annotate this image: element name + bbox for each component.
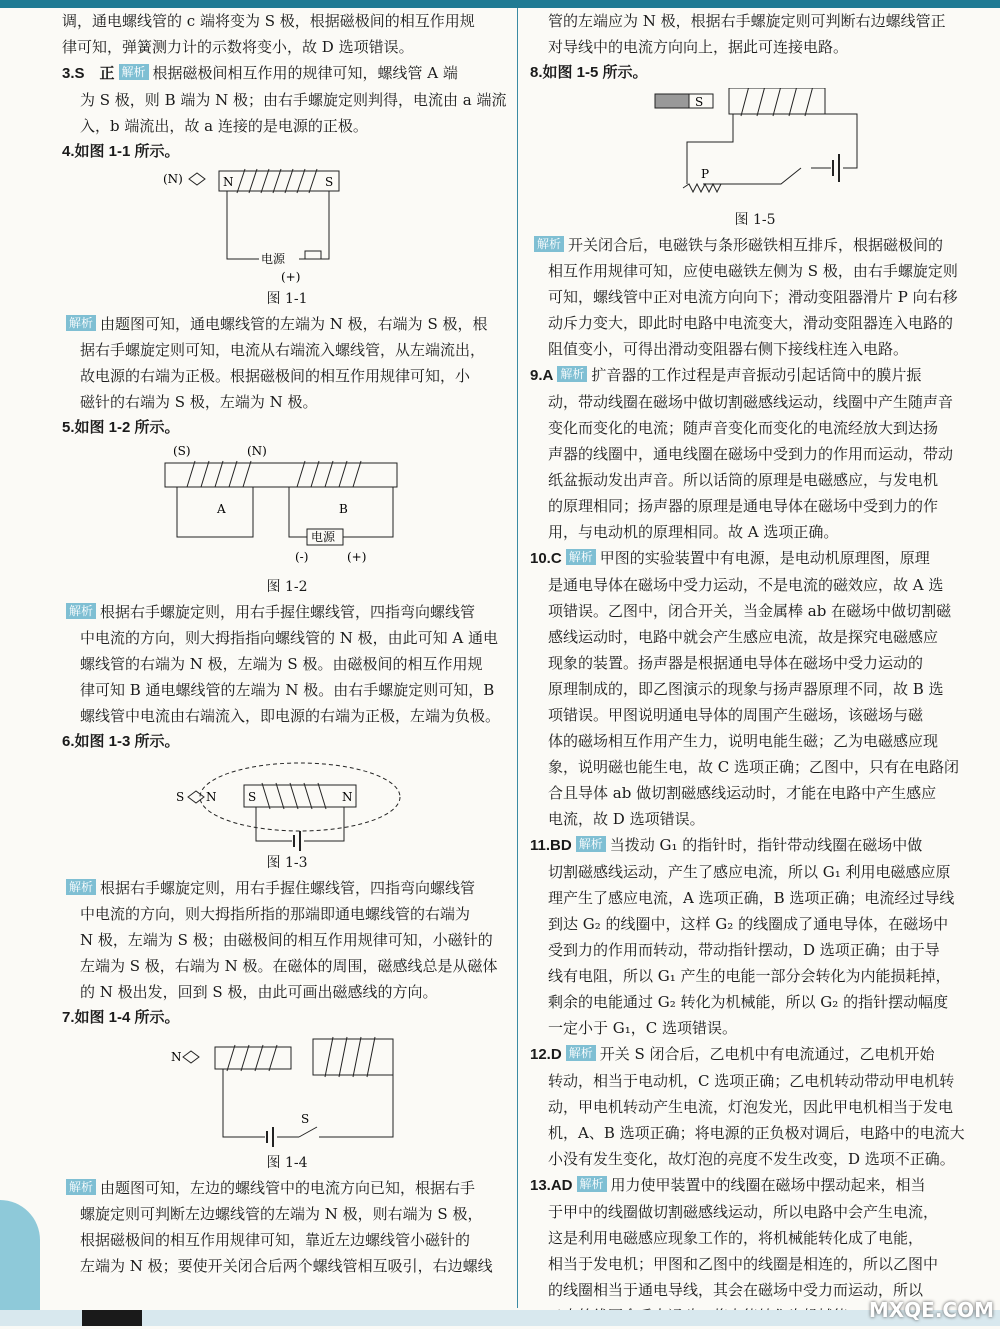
figure-caption: 图 1-1 xyxy=(266,291,308,307)
figure-1-2 xyxy=(62,443,512,575)
text-line: 受到力的作用而转动，带动指针摆动，D 选项正确；由于导 xyxy=(548,941,940,959)
compass-label-n: N xyxy=(171,1050,182,1064)
top-bar xyxy=(0,0,1000,8)
left-column xyxy=(62,8,512,1279)
text-span: 甲图的实验装置中有电源，是电动机原理图，原理 xyxy=(599,549,930,567)
text-span: 当拨动 G₁ 的指针时，指针带动线圈在磁场中做 xyxy=(609,836,923,854)
text-line: 原理制成的，即乙图演示的现象与扬声器原理不同，故 B 选 xyxy=(548,680,944,698)
text-line: 对导线中的电流方向向上，据此可连接电路。 xyxy=(548,38,849,56)
answer-number: 10.C xyxy=(530,550,562,567)
text-line: 于甲中的线圈做切割磁感线运动，所以电路中会产生电流， xyxy=(548,1203,939,1221)
answer-number: 13.AD xyxy=(530,1177,573,1194)
text-span: 根据右手螺旋定则，用右手握住螺线管，四指弯向螺线管 xyxy=(100,603,476,621)
bottom-bar xyxy=(0,1310,1000,1326)
polarity-label-plus: (+) xyxy=(347,550,367,564)
text-line: 律可知，弹簧测力计的示数将变小，故 D 选项错误。 xyxy=(62,38,414,56)
text-line: 相互作用规律可知，应使电磁铁左侧为 S 极，由右手螺旋定则 xyxy=(548,262,958,280)
analysis-tag: 解析 xyxy=(576,836,606,852)
question-title: 8.如图 1-5 所示。 xyxy=(530,64,648,81)
q13-line xyxy=(530,1172,980,1199)
analysis-tag: 解析 xyxy=(557,366,587,382)
compass-label: (N) xyxy=(163,172,183,186)
switch-icon xyxy=(299,1127,317,1137)
figure-caption: 图 1-5 xyxy=(734,212,776,228)
text-line: 象，说明磁也能生电，故 C 选项正确；乙图中，只有在电路闭 xyxy=(548,758,960,776)
q6-line xyxy=(62,875,512,901)
compass-label-n: N xyxy=(206,790,217,804)
text-line: 切割磁感线运动，产生了感应电流，所以 G₁ 利用电磁感应原 xyxy=(548,863,951,881)
text-line: 左端为 N 极；要使开关闭合后两个螺线管相互吸引，右边螺线 xyxy=(80,1257,493,1275)
text-line: 理产生了感应电流，A 选项正确，B 选项正确；电流经过导线 xyxy=(548,889,955,907)
text-line: 现象的装置。扬声器是根据通电导体在磁场中受力运动的 xyxy=(548,654,924,672)
text-span: 开关闭合后，电磁铁与条形磁铁相互排斥，根据磁极间的 xyxy=(568,236,944,254)
rheostat-icon xyxy=(683,184,721,192)
circuit-diagram-1-3 xyxy=(172,757,402,851)
compass-needle-icon xyxy=(183,1051,199,1063)
slider-label-p: P xyxy=(701,167,710,181)
text-line: 螺旋定则可判断左边螺线管的左端为 N 极，则右端为 S 极， xyxy=(80,1205,483,1223)
solenoids xyxy=(165,463,397,487)
text-line: 管的左端应为 N 极，根据右手螺旋定则可判断右边螺线管正 xyxy=(548,12,946,30)
text-line: 是通电导体在磁场中受力运动，不是电流的磁效应，故 A 选 xyxy=(548,576,944,594)
circuit-wire xyxy=(223,1069,393,1137)
column-divider xyxy=(517,8,518,1308)
answer-number: 12.D xyxy=(530,1046,562,1063)
answer-number: 11.BD xyxy=(530,837,572,854)
coil-windings xyxy=(227,1045,277,1071)
circuit-diagram-1-4 xyxy=(167,1033,407,1151)
text-line: 机，A、B 选项正确；将电源的正负极对调后，电路中的电流大 xyxy=(548,1124,965,1142)
text-line: 螺线管中电流由右端流入，即电源的右端为正极，左端为负极。 xyxy=(80,707,501,725)
text-line: 的原理相同；扬声器的原理是通电导体在磁场中受到力的作 xyxy=(548,497,939,515)
analysis-tag: 解析 xyxy=(534,236,564,252)
pole-label-s: (S) xyxy=(173,444,191,458)
text-line: 线有电阻，所以 G₁ 产生的电能一部分会转化为内能损耗掉， xyxy=(548,967,951,985)
text-line: 据右手螺旋定则可知，电流从右端流入螺线管，从左端流出， xyxy=(80,341,486,359)
q7-line xyxy=(62,1175,512,1201)
q4-line xyxy=(62,311,512,337)
analysis-tag: 解析 xyxy=(566,1045,596,1061)
circuit-diagram-1-1 xyxy=(157,167,417,287)
text-line: 转动，相当于电动机，C 选项正确；乙电机转动带动甲电机转 xyxy=(548,1072,955,1090)
text-line: 的线圈相当于通电导线，其会在磁场中受力而运动，所以 xyxy=(548,1281,924,1299)
question-title: 7.如图 1-4 所示。 xyxy=(62,1009,180,1026)
analysis-tag: 解析 xyxy=(66,603,96,619)
text-line: 故电源的右端为正极。根据磁极间的相互作用规律可知，小 xyxy=(80,367,471,385)
text-line: 左端为 S 极，右端为 N 极。在磁体的周围，磁感线总是从磁体 xyxy=(80,957,498,975)
text-line: 小没有发生变化，故灯泡的亮度不发生改变，D 选项不正确。 xyxy=(548,1150,955,1168)
answer-number: 9.A xyxy=(530,367,554,384)
text-line: 项错误。甲图说明通电导体的周围产生磁场，该磁场与磁 xyxy=(548,706,924,724)
pole-label-n: N xyxy=(342,790,353,804)
analysis-tag: 解析 xyxy=(577,1176,607,1192)
text-line: N 极，左端为 S 极；由磁极间的相互作用规律可知，小磁针的 xyxy=(80,931,493,949)
circuit-wire xyxy=(177,487,393,537)
polarity-label: (+) xyxy=(281,270,301,284)
coil-windings xyxy=(741,88,813,116)
circuit-wire xyxy=(687,114,857,184)
text-span: 根据右手螺旋定则，用右手握住螺线管，四指弯向螺线管 xyxy=(100,879,476,897)
coil-windings xyxy=(237,169,317,193)
answer-number: 3.S 正 xyxy=(62,65,115,82)
coil-windings xyxy=(187,461,361,487)
page-edge-decoration xyxy=(0,1200,40,1326)
text-line: 剩余的电能通过 G₂ 转化为机械能，所以 G₂ 的指针摆动幅度 xyxy=(548,993,949,1011)
q11-line xyxy=(530,832,980,859)
analysis-tag: 解析 xyxy=(66,879,96,895)
text-line: 磁针的右端为 S 极，左端为 N 极。 xyxy=(80,393,318,411)
text-line: 中电流的方向，则大拇指指向螺线管的 N 极，由此可知 A 通电 xyxy=(80,629,499,647)
text-line: 感线运动时，电路中就会产生感应电流，故是探究电磁感应 xyxy=(548,628,939,646)
solenoid-label-a: A xyxy=(217,502,226,516)
analysis-tag: 解析 xyxy=(66,315,96,331)
q3-line xyxy=(62,60,512,87)
figure-caption: 图 1-3 xyxy=(266,855,308,871)
text-line: 纸盆振动发出声音。所以话筒的原理是电磁感应，与发电机 xyxy=(548,471,939,489)
text-line: 入，b 端流出，故 a 连接的是电源的正极。 xyxy=(80,117,368,135)
figure-1-3 xyxy=(62,757,512,851)
figure-caption: 图 1-2 xyxy=(266,579,308,595)
pole-label-n: (N) xyxy=(247,444,267,458)
switch-label: S xyxy=(301,1112,310,1126)
question-title: 5.如图 1-2 所示。 xyxy=(62,419,180,436)
pole-label-s: S xyxy=(248,790,257,804)
text-line: 动斥力变大，即此时电路中电流变大，滑动变阻器连入电路的 xyxy=(548,314,954,332)
text-span: 用力使甲装置中的线圈在磁场中摆动起来，相当 xyxy=(610,1176,926,1194)
figure-1-1 xyxy=(62,167,512,287)
text-line: 合且导体 ab 做切割磁感线运动时，才能在电路中产生感应 xyxy=(548,784,937,802)
text-line: 中电流的方向，则大拇指所指的那端即通电螺线管的右端为 xyxy=(80,905,471,923)
right-column xyxy=(530,8,980,1329)
text-span: 根据磁极间相互作用的规律可知，螺线管 A 端 xyxy=(152,64,458,82)
battery-icon xyxy=(294,831,300,851)
battery-icon xyxy=(833,154,839,182)
text-line: 为 S 极，则 B 端为 N 极；由右手螺旋定则判得，电流由 a 端流 xyxy=(80,91,507,109)
text-line: 一定小于 G₁，C 选项错误。 xyxy=(548,1019,738,1037)
text-line: 声器的线圈中，通电线圈在磁场中受到力的作用而运动，带动 xyxy=(548,445,954,463)
text-line: 律可知 B 通电螺线管的左端为 N 极。由右手螺旋定则可知，B xyxy=(80,681,495,699)
q8-line xyxy=(530,232,980,258)
pole-label-s: S xyxy=(695,95,704,109)
circuit-diagram-1-2 xyxy=(157,443,417,575)
page-number-block xyxy=(82,1310,142,1326)
text-line: 根据磁极间的相互作用规律可知，靠近左边螺线管小磁针的 xyxy=(80,1231,471,1249)
text-line: 项错误。乙图中，闭合开关，当金属棒 ab 在磁场中做切割磁 xyxy=(548,602,952,620)
question-title: 4.如图 1-1 所示。 xyxy=(62,143,180,160)
text-line: 动，甲电机转动产生电流，灯泡发光，因此甲电机相当于发电 xyxy=(548,1098,954,1116)
figure-1-5 xyxy=(530,88,980,208)
question-title: 6.如图 1-3 所示。 xyxy=(62,733,180,750)
text-line: 阻值变小，可得出滑动变阻器右侧下接线柱连入电路。 xyxy=(548,340,909,358)
solenoid-left xyxy=(215,1047,291,1069)
figure-caption: 图 1-4 xyxy=(266,1155,308,1171)
pole-label-n: N xyxy=(223,175,234,189)
bar-magnet xyxy=(655,94,689,108)
solenoid-right xyxy=(313,1039,393,1075)
analysis-tag: 解析 xyxy=(119,64,149,80)
figure-1-4 xyxy=(62,1033,512,1151)
q10-line xyxy=(530,545,980,572)
text-line: 电流，故 D 选项错误。 xyxy=(548,810,705,828)
q12-line xyxy=(530,1041,980,1068)
text-line: 动，带动线圈在磁场中做切割磁感线运动，线圈中产生随声音 xyxy=(548,393,954,411)
circuit-diagram-1-5 xyxy=(635,88,875,208)
battery-icon xyxy=(267,1127,273,1147)
text-line: 相当于发电机；甲图和乙图中的线圈是相连的，所以乙图中 xyxy=(548,1255,939,1273)
polarity-label-minus: (-) xyxy=(295,550,309,564)
text-line: 可知，螺线管中正对电流方向向下；滑动变阻器滑片 P 向右移 xyxy=(548,288,958,306)
q9-line xyxy=(530,362,980,389)
text-line: 到达 G₂ 的线圈中，这样 G₂ 的线圈成了通电导体，在磁场中 xyxy=(548,915,949,933)
text-line: 螺线管的右端为 N 极，左端为 S 极。由磁极间的相互作用规 xyxy=(80,655,483,673)
solenoid xyxy=(244,785,356,807)
power-source-label: 电源 xyxy=(311,530,336,544)
text-line: 这是利用电磁感应现象工作的，将机械能转化成了电能， xyxy=(548,1229,924,1247)
text-line: 的 N 极出发，回到 S 极，由此可画出磁感线的方向。 xyxy=(80,983,438,1001)
text-span: 开关 S 闭合后，乙电机中有电流通过，乙电机开始 xyxy=(599,1045,935,1063)
pole-label-s: S xyxy=(325,175,334,189)
coil-windings xyxy=(325,1037,375,1077)
compass-needle-icon xyxy=(188,791,204,803)
solenoid-label-b: B xyxy=(339,502,348,516)
compass-label-s: S xyxy=(176,790,185,804)
power-source-label: 电源 xyxy=(261,252,286,266)
text-span: 扩音器的工作过程是声音振动引起话筒中的膜片振 xyxy=(591,366,922,384)
text-line: 用，与电动机的原理相同。故 A 选项正确。 xyxy=(548,523,839,541)
watermark: MXQE.COM xyxy=(868,1298,994,1322)
text-line: 调，通电螺线管的 c 端将变为 S 极，根据磁极间的相互作用规 xyxy=(62,12,475,30)
rheostat xyxy=(305,251,321,259)
text-span: 由题图可知，通电螺线管的左端为 N 极，右端为 S 极，根 xyxy=(100,315,488,333)
q5-line xyxy=(62,599,512,625)
text-span: 由题图可知，左边的螺线管中的电流方向已知，根据右手 xyxy=(100,1179,476,1197)
circuit-wire xyxy=(227,191,329,259)
compass-needle-icon xyxy=(189,173,205,185)
analysis-tag: 解析 xyxy=(566,549,596,565)
text-line: 变化而变化的电流；随声音变化而变化的电流经放大到达扬 xyxy=(548,419,939,437)
text-line: 体的磁场相互作用产生力，说明电能生磁；乙为电磁感应现 xyxy=(548,732,939,750)
analysis-tag: 解析 xyxy=(66,1179,96,1195)
